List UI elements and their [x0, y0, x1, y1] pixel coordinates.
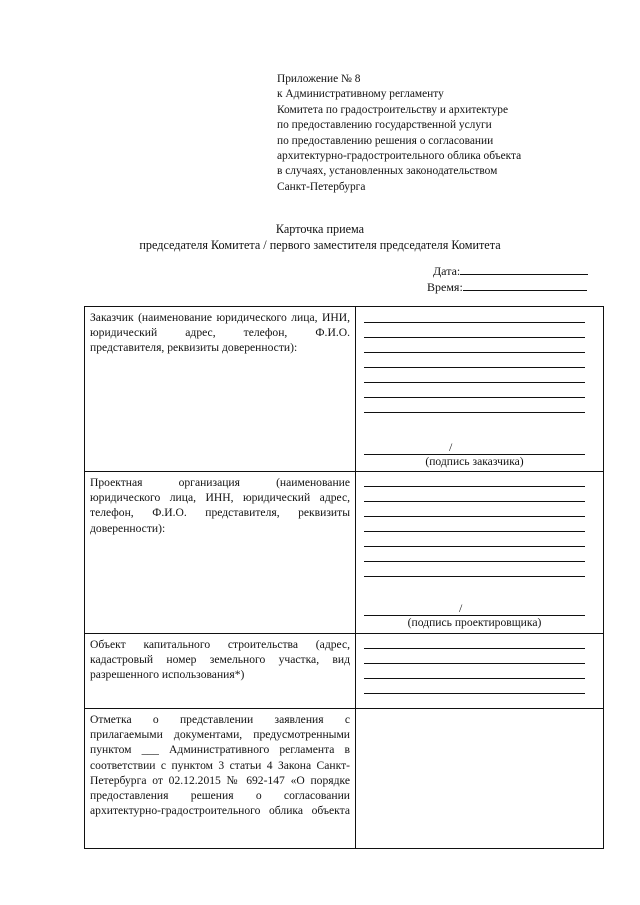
customer-input-line[interactable]: [364, 382, 585, 383]
time-field[interactable]: [427, 279, 587, 295]
appendix-line: Комитета по градостроительству и архитектуре: [277, 103, 509, 116]
date-label: Дата:: [433, 264, 461, 278]
customer-input-line[interactable]: [364, 412, 585, 413]
title-line-1: Карточка приема: [275, 222, 365, 236]
table-row-customer: [85, 307, 604, 472]
time-input-line[interactable]: [463, 279, 587, 291]
design-org-input-line[interactable]: [364, 546, 585, 547]
object-input-line[interactable]: [364, 693, 585, 694]
design-org-fill-cell[interactable]: [356, 472, 604, 634]
appendix-line: Санкт-Петербурга: [277, 180, 366, 193]
customer-input-line[interactable]: [364, 337, 585, 338]
design-org-signature-caption: (подпись проектировщика): [407, 616, 542, 629]
design-org-input-line[interactable]: [364, 576, 585, 577]
object-input-line[interactable]: [364, 648, 585, 649]
design-org-input-line[interactable]: [364, 531, 585, 532]
appendix-line: архитектурно-градостроительного облика объекта: [277, 150, 522, 163]
signature-separator: /: [449, 440, 453, 454]
table-row-design-org: [85, 472, 604, 634]
date-input-line[interactable]: [460, 263, 588, 275]
design-org-label: Проектная организация (наименование юридического лица, ИНН, юридический адрес, телефон, Ф.И.О. представителя, реквизиты доверенности):: [90, 476, 350, 535]
reception-card-table: [84, 306, 604, 849]
table-row-construction-object: [85, 634, 604, 709]
customer-input-line[interactable]: [364, 397, 585, 398]
table-row-submission-mark: [85, 709, 604, 849]
appendix-header: [277, 72, 521, 195]
appendix-line: к Административному регламенту: [277, 88, 444, 101]
design-org-label-cell: [85, 472, 356, 634]
customer-input-line[interactable]: [364, 322, 585, 323]
submission-label: Отметка о представлении заявления с прилагаемыми документами, предусмотренными пунктом ___ Административного регламента в соответствии с пунктом 3 статьи 4 Закона Санкт-Петербурга от 02.12.2015 № 692-147 «О порядке предоставления решения о согласовании архитектурно-градостроительного облика объекта: [90, 713, 350, 818]
appendix-line: Приложение № 8: [277, 73, 361, 85]
object-input-line[interactable]: [364, 663, 585, 664]
date-field[interactable]: [433, 263, 588, 279]
signature-separator: /: [459, 601, 463, 615]
document-title: [0, 222, 640, 253]
customer-input-line[interactable]: [364, 352, 585, 353]
object-label-cell: [85, 634, 356, 709]
customer-signature-caption: (подпись заказчика): [425, 455, 524, 468]
submission-label-cell: [85, 709, 356, 849]
customer-label-cell: [85, 307, 356, 472]
design-org-input-line[interactable]: [364, 561, 585, 562]
appendix-line: в случаях, установленных законодательством: [277, 165, 498, 178]
design-org-input-line[interactable]: [364, 486, 585, 487]
appendix-line: по предоставлению решения о согласовании: [277, 134, 494, 147]
customer-fill-cell[interactable]: [356, 307, 604, 472]
object-input-line[interactable]: [364, 678, 585, 679]
submission-fill-cell[interactable]: [356, 709, 604, 849]
title-line-2: председателя Комитета / первого заместителя председателя Комитета: [139, 237, 501, 252]
time-label: Время:: [427, 280, 463, 294]
design-org-input-line[interactable]: [364, 501, 585, 502]
object-label: Объект капитального строительства (адрес, кадастровый номер земельного участка, вид разрешенного использования*): [90, 638, 350, 682]
design-org-input-line[interactable]: [364, 516, 585, 517]
customer-input-line[interactable]: [364, 367, 585, 368]
customer-label: Заказчик (наименование юридического лица, ИНИ, юридический адрес, телефон, Ф.И.О. представителя, реквизиты доверенности):: [90, 311, 350, 355]
object-fill-cell[interactable]: [356, 634, 604, 709]
appendix-line: по предоставлению государственной услуги: [277, 119, 492, 132]
